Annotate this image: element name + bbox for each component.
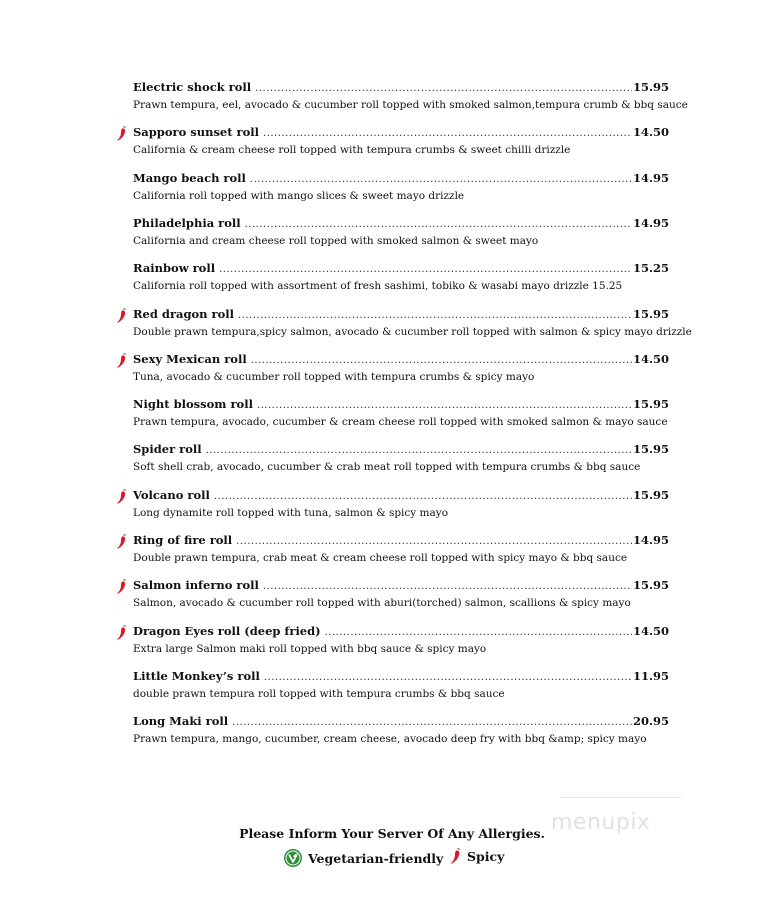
- menu-item-description: Prawn tempura, avocado, cucumber & cream cheese roll topped with smoked salmon & mayo sauce: [133, 416, 668, 429]
- menu-item-description: California & cream cheese roll topped with tempura crumbs & sweet chilli drizzle: [133, 144, 571, 157]
- menu-item-name: Spider roll: [133, 442, 202, 457]
- menu-item-description: California and cream cheese roll topped with smoked salmon & sweet mayo: [133, 234, 539, 247]
- menu-item-header: [133, 307, 669, 325]
- legend-spicy-label: Spicy: [467, 849, 505, 864]
- menu-item: [133, 125, 669, 156]
- menu-item: [133, 669, 669, 700]
- menu-item-name: Red dragon roll: [133, 306, 235, 321]
- menu-item-price: 15.95: [632, 397, 669, 412]
- menu-item-name: Rainbow roll: [133, 261, 216, 276]
- menu-item: [133, 488, 669, 519]
- legend-vegetarian-label: Vegetarian-friendly: [308, 850, 444, 866]
- dot-leader: [245, 219, 632, 230]
- menu-item: [133, 533, 669, 564]
- menu-item-price: 14.50: [632, 125, 669, 140]
- vegetarian-icon: [283, 848, 303, 868]
- menu-item-header: [133, 669, 669, 687]
- menu-item-name: Long Maki roll: [133, 714, 229, 729]
- watermark-divider: [560, 797, 682, 798]
- dot-leader: [206, 445, 632, 456]
- menu-item-description: California roll topped with mango slices & sweet mayo drizzle: [133, 189, 465, 202]
- menu-item-header: [133, 578, 669, 596]
- menu-item-name: Salmon inferno roll: [133, 578, 259, 593]
- menu-item-name: Sexy Mexican roll: [133, 351, 247, 366]
- dot-leader: [236, 536, 632, 547]
- menu-item: [133, 261, 669, 292]
- chili-pepper-icon: [116, 308, 128, 324]
- menu-item-price: 15.25: [632, 261, 669, 276]
- legend: [283, 848, 523, 874]
- dot-leader: [263, 128, 632, 139]
- menu-item-header: [133, 624, 669, 642]
- menu-item-description: Prawn tempura, eel, avocado & cucumber roll topped with smoked salmon,tempura crumb & bbq sauce: [133, 99, 688, 111]
- dot-leader: [325, 627, 632, 638]
- menu-item-description: Double prawn tempura, crab meat & cream cheese roll topped with spicy mayo & bbq sauce: [133, 552, 628, 564]
- menu-item-name: Little Monkey’s roll: [133, 668, 260, 683]
- dot-leader: [263, 581, 632, 592]
- dot-leader: [257, 400, 632, 411]
- menu-item: [133, 171, 669, 202]
- menu-item-price: 15.95: [632, 80, 669, 94]
- menu-item-price: 15.95: [632, 306, 669, 321]
- chili-pepper-icon: [116, 579, 128, 595]
- menu-item-price: 14.95: [632, 215, 669, 230]
- menu-item-header: [133, 216, 669, 234]
- menu-item-description: Extra large Salmon maki roll topped with bbq sauce & spicy mayo: [133, 642, 487, 655]
- menu-item-description: Long dynamite roll topped with tuna, salmon & spicy mayo: [133, 506, 449, 519]
- dot-leader: [214, 491, 632, 502]
- menu-item: [133, 352, 669, 383]
- menu-item-price: 14.50: [632, 623, 669, 638]
- menu-item: [133, 578, 669, 609]
- chili-pepper-icon: [116, 126, 128, 142]
- menu-item-header: [133, 397, 669, 415]
- dot-leader: [255, 83, 632, 94]
- menu-item: [133, 216, 669, 247]
- menu-item-header: [133, 714, 669, 732]
- watermark: menupix: [551, 810, 651, 835]
- chili-pepper-icon: [116, 625, 128, 641]
- menu-item-name: Philadelphia roll: [133, 215, 241, 230]
- menu-item-description: Double prawn tempura,spicy salmon, avocado & cucumber roll topped with salmon & spicy mayo drizzle: [133, 325, 692, 338]
- dot-leader: [232, 717, 632, 728]
- menu-item-name: Electric shock roll: [133, 80, 252, 94]
- menu-item-price: 14.50: [632, 351, 669, 366]
- menu-item-header: [133, 533, 669, 551]
- menu-item-description: Salmon, avocado & cucumber roll topped with aburi(torched) salmon, scallions & spicy mayo: [133, 597, 631, 610]
- menu-item-description: Prawn tempura, mango, cucumber, cream cheese, avocado deep fry with bbq &amp; spicy mayo: [133, 733, 647, 746]
- menu-item-name: Sapporo sunset roll: [133, 125, 260, 140]
- dot-leader: [238, 310, 632, 321]
- menu-item: [133, 442, 669, 473]
- menu-item-header: [133, 261, 669, 279]
- menu-item: [133, 397, 669, 428]
- menu-item-price: 14.95: [632, 170, 669, 185]
- menu-item-description: California roll topped with assortment of fresh sashimi, tobiko & wasabi mayo drizzle 15.25: [133, 280, 623, 293]
- menu-item: [133, 714, 669, 745]
- menu-item-price: 20.95: [632, 714, 669, 729]
- menu-item-price: 11.95: [632, 668, 669, 683]
- allergy-note: Please Inform Your Server Of Any Allergies.: [239, 826, 545, 841]
- menu-item-header: [133, 352, 669, 370]
- dot-leader: [251, 355, 632, 366]
- menu-item-price: 15.95: [632, 578, 669, 593]
- menu-item-name: Dragon Eyes roll (deep fried): [133, 623, 321, 638]
- dot-leader: [219, 264, 632, 275]
- menu-item-name: Volcano roll: [133, 487, 210, 502]
- chili-pepper-icon: [116, 489, 128, 505]
- chili-pepper-icon: [116, 534, 128, 550]
- legend-spicy: [450, 848, 504, 865]
- menu-item: [133, 306, 692, 338]
- menu-item-price: 14.95: [632, 533, 669, 547]
- chili-pepper-icon: [116, 353, 128, 369]
- menu-item-description: Soft shell crab, avocado, cucumber & crab meat roll topped with tempura crumbs & bbq sauce: [133, 461, 641, 474]
- dot-leader: [250, 174, 632, 185]
- menu-item: [133, 624, 669, 655]
- menu-item-price: 15.95: [632, 442, 669, 457]
- menu-item-description: Tuna, avocado & cucumber roll topped with tempura crumbs & spicy mayo: [133, 370, 535, 383]
- legend-vegetarian: [283, 848, 443, 868]
- menu-item-header: [133, 171, 669, 189]
- menu-item-header: [133, 442, 669, 460]
- menu-item: [133, 80, 688, 111]
- menu-item-header: [133, 488, 669, 506]
- dot-leader: [264, 672, 632, 683]
- menu-item-name: Ring of fire roll: [133, 533, 233, 547]
- menu-item-description: double prawn tempura roll topped with tempura crumbs & bbq sauce: [133, 687, 505, 700]
- chili-pepper-icon: [450, 848, 462, 865]
- menu-item-name: Night blossom roll: [133, 397, 253, 412]
- menu-item-name: Mango beach roll: [133, 170, 246, 185]
- menu-item-price: 15.95: [632, 487, 669, 502]
- menu-item-header: [133, 80, 669, 98]
- menu-item-header: [133, 125, 669, 143]
